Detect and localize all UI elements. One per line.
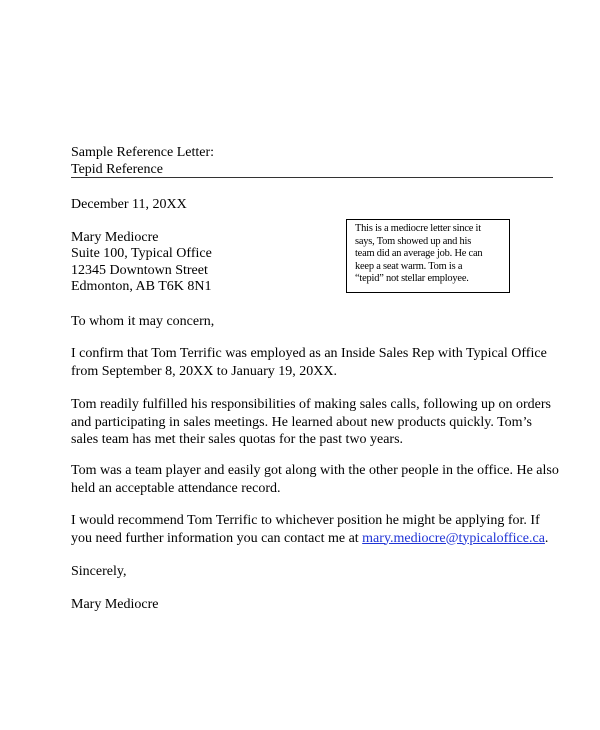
closing-text: Sincerely, [71,564,127,579]
letter-header [71,144,553,178]
salutation-text: To whom it may concern, [71,314,215,329]
paragraph-responsibilities: Tom readily fulfilled his responsibilities of making sales calls, following up on orders and participating in sales meetings. He learned about new products quickly. Tom’s sales team has met their sales quotas for the past two years. [71,397,551,447]
note-line: says, Tom showed up and his [355,235,472,247]
paragraph-employment: I confirm that Tom Terrific was employed as an Inside Sales Rep with Typical Office from September 8, 20XX to January 19, 20XX. [71,346,547,379]
header-divider [71,177,553,178]
sender-name: Mary Mediocre [71,230,159,245]
recommendation-end: . [544,530,549,546]
paragraph-teamwork: Tom was a team player and easily got along with the other people in the office. He also held an acceptable attendance record. [71,463,559,496]
note-line: This is a mediocre letter since it [355,223,481,234]
letter-title: Sample Reference Letter: [71,145,215,160]
closing [71,563,126,580]
recommendation-text: I would recommend Tom Terrific to whichever position he might be applying for. If you need further information you can contact me at [71,513,540,546]
letter-subtitle: Tepid Reference [71,162,163,177]
date-text: December 11, 20XX [71,197,187,212]
signature-name: Mary Mediocre [71,597,159,612]
address-line: Suite 100, Typical Office [71,246,212,262]
address-line: Edmonton, AB T6K 8N1 [71,278,212,294]
salutation [71,313,214,330]
paragraph-recommendation [71,512,561,547]
email-link[interactable]: mary.mediocre@typicaloffice.ca [362,530,545,546]
note-line: team did an average job. He can [355,248,483,260]
address-line: 12345 Downtown Street [71,262,208,278]
sender-address-block [71,230,212,295]
annotation-note-box [346,219,510,293]
note-line: “tepid” not stellar employee. [355,273,469,285]
letter-date [71,196,187,213]
signature [71,596,158,613]
note-line: keep a seat warm. Tom is a [355,260,463,272]
